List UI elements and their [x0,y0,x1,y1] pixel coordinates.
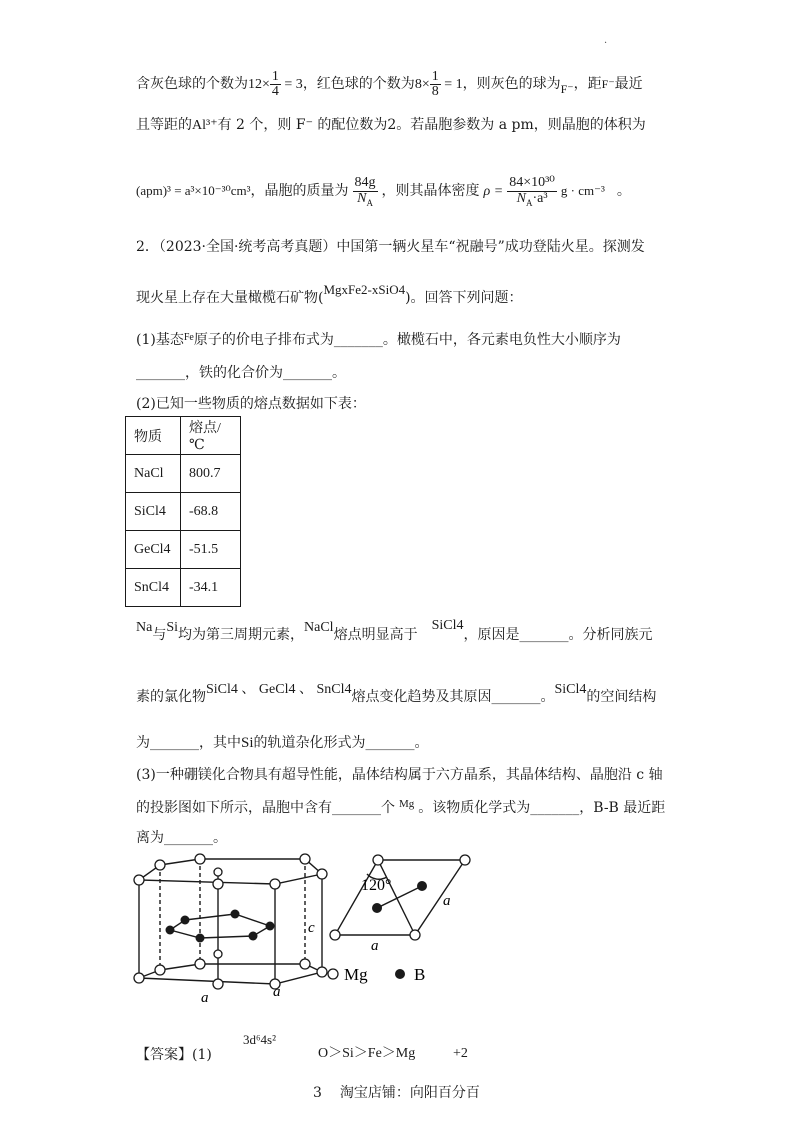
table-header: 熔点/℃ [181,417,241,455]
q2-part1-line1: (1)基态$^{Fe}$原子的价电子排布式为_______。橄榄石中，各元素电负性大小顺序为 [136,332,621,348]
q2-part2-intro: (2)已知一些物质的熔点数据如下表： [136,396,366,412]
table-header-row [126,417,241,455]
answer-electronegativity: O＞Si＞Fe＞Mg [318,1046,416,1061]
crystal-structure-figure [125,850,485,1010]
q2-intro-2: 现火星上存在大量橄榄石矿物(MgxFe2-xSiO4)。回答下列问题： [136,282,523,306]
table-row: GeCl4 -51.5 [126,531,241,569]
q2-intro-1: 2．（2023·全国·统考高考真题）中国第一辆火星车“祝融号”成功登陆火星。探测发 [136,239,645,255]
olivine-formula: MgxFe2-xSiO4 [323,282,406,297]
footer-shop: 淘宝店铺：向阳百分百 [339,1085,480,1101]
angle-label: 120° [361,877,392,894]
melting-point-table [125,416,241,607]
table-row: SnCl4 -34.1 [126,569,241,607]
table-header: 物质 [126,417,181,455]
prev-line-2: 且等距的Al³⁺有 2 个，则 F⁻ 的配位数为2。若晶胞参数为 a pm，则晶胞的体积为 [136,117,646,133]
label-a: a [273,984,281,1000]
prev-line-3: (apm)³ = a³×10⁻³⁰cm³，晶胞的质量为 $\frac{84g}{N_A}$ ，则其晶体密度 ρ = $\frac{\text{84×10³⁰}}{N_A\cdot a^3}$ g · cm⁻³ 。 [136,174,631,208]
label-a: a [443,893,451,909]
corner-dot: · [604,38,608,49]
prev-line-1: 含灰色球的个数为12× $\frac{1}{4}$ = 3，红色球的个数为8× $\frac{1}{8}$ = 1，则灰色的球为F⁻，距F⁻最近 [136,68,643,100]
table-row: SiCl4 -68.8 [126,493,241,531]
mg-atoms [134,854,327,989]
label-a: a [371,938,379,954]
b-legend-icon [395,969,405,979]
q2-part3-line1: (3)一种硼镁化合物具有超导性能，晶体结构属于六方晶系，其晶体结构、晶胞沿 c 轴 [136,767,663,783]
page-number: 3 [313,1085,322,1101]
hexagonal-prism [139,859,322,984]
label-c: c [308,920,315,936]
q2-part1-line2: _______，铁的化合价为_______。 [136,365,346,381]
answer-electron-config: 3d⁶4s² [243,1032,276,1047]
top-face [139,859,322,884]
legend-b: B [414,965,426,984]
q2-line-6: 为_______，其中Si的轨道杂化形式为_______。 [136,735,429,751]
q2-part3-line2: 的投影图如下所示，晶胞中含有_______个 $^{Mg}$ 。该物质化学式为_______，B-B 最近距 [136,798,666,816]
q2-line-5: 素的氯化物SiCl4 、 GeCl4 、 SnCl4熔点变化趋势及其原因_______。SiCl4的空间结构 [136,682,657,705]
footer [313,1082,480,1104]
answer-valence: +2 [453,1046,468,1061]
legend-mg: Mg [344,965,368,984]
mg-legend-icon [328,969,338,979]
table-row: NaCl 800.7 [126,455,241,493]
answer-label: 【答案】(1) [136,1047,212,1063]
label-a: a [201,990,209,1006]
q2-line-4: Na与Si均为第三周期元素，NaCl熔点明显高于SiCl4，原因是_______。分析同族元 [136,618,653,643]
q2-part3-line3: 离为_______。 [136,830,227,846]
bottom-face [139,964,322,984]
